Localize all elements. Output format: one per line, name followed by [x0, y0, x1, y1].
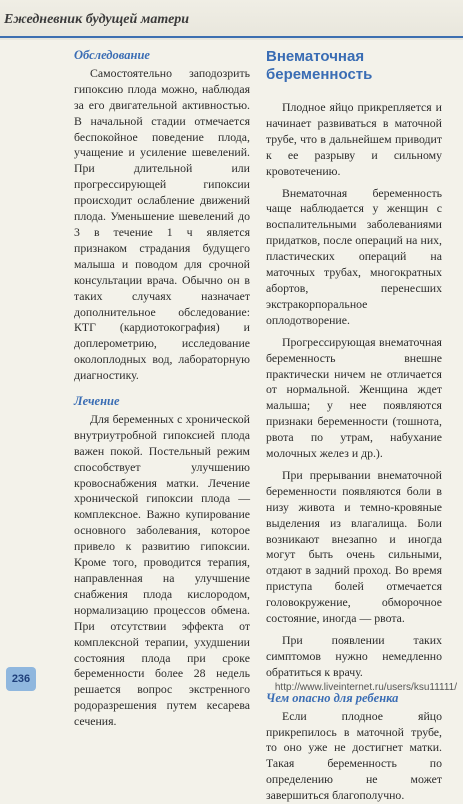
paragraph-5: При появлении таких симптомов нужно немедленно обратиться к врачу.	[266, 633, 442, 679]
section-title-examination: Обследование	[74, 48, 150, 62]
chapter-title-line1: Внематочная	[266, 48, 365, 65]
header-rule	[0, 36, 463, 38]
paragraph-2: Внематочная беременность чаще наблюдается у женщин с воспалительными заболеваниями придатков, после операций на них, пластических операций на маточных трубах, многократных абортов, перенесших экстракорпоральное оплодотворение.	[266, 185, 442, 327]
page-header	[0, 0, 463, 40]
chapter-title	[266, 48, 442, 84]
running-title: Ежедневник будущей матери	[4, 12, 190, 27]
paragraph-4: При прерывании внематочной беременности появляются боли в низу живота и темно-кровяные выделения из влагалища. Боли возникают внезапно и иногда могут быть очень сильными, отдают в задний проход. Во время приступа болей отмечается головокружение, обморочное состояние, иногда — рвота.	[266, 467, 442, 626]
page-number-badge: 236	[6, 667, 36, 691]
watermark-url: http://www.liveinternet.ru/users/ksu11111/	[274, 682, 457, 693]
section-title-danger: Чем опасно для ребенка	[266, 690, 399, 705]
paragraph-6: Если плодное яйцо прикрепилось в маточной трубе, то оно уже не достигнет матки. Такая беременность по определению не может завершиться благополучно.	[266, 708, 442, 803]
paragraph-3: Прогрессирующая внематочная беременность внешне практически ничем не отличается от нормальной. Женщина ждет малыша; у нее появляются признаки беременности (тошнота, рвота по утрам, набухание молочных желез и др.).	[266, 334, 442, 461]
paragraph-examination: Самостоятельно заподозрить гипоксию плода можно, наблюдая за его двигательной активностью. В начальной стадии отмечается беспокойное поведение плода, учащение и усиление шевелений. При длительной или прогрессирующей гипоксии происходит ослабление движений плода. Уменьшение шевелений до 3 в течение 1 ч является признаком страдания будущего малыша и поводом для срочной консультации врача. Обычно он в таких случаях назначает дополнительное обследование: КТГ (кардиотокография) и доплерометрию, исследование околоплодных вод, лабораторную диагностику.	[74, 65, 250, 383]
section-title-treatment: Лечение	[74, 394, 120, 409]
left-column	[74, 48, 250, 730]
paragraph-treatment: Для беременных с хронической внутриутробной гипоксией плода важен покой. Постельный режим способствует улучшению кровоснабжения матки. Лечение хронической гипоксии плода — комплексное. Важно купирование основного заболевания, которое привело к развитию гипоксии. Кроме того, проводится терапия, направленная на улучшение снабжения плода кислородом, нормализацию процессов обмена. При отсутствии эффекта от комплексной терапии, ухудшении состояния плода при сроке беременности более 28 недель решается вопрос экстренного родоразрешения путем кесарева сечения.	[74, 411, 250, 729]
paragraph-1: Плодное яйцо прикрепляется и начинает развиваться в маточной трубе, что в дальнейшем приводит к ее разрыву и сильному кровотечению.	[266, 100, 442, 178]
chapter-title-line2: беременность	[266, 66, 373, 83]
